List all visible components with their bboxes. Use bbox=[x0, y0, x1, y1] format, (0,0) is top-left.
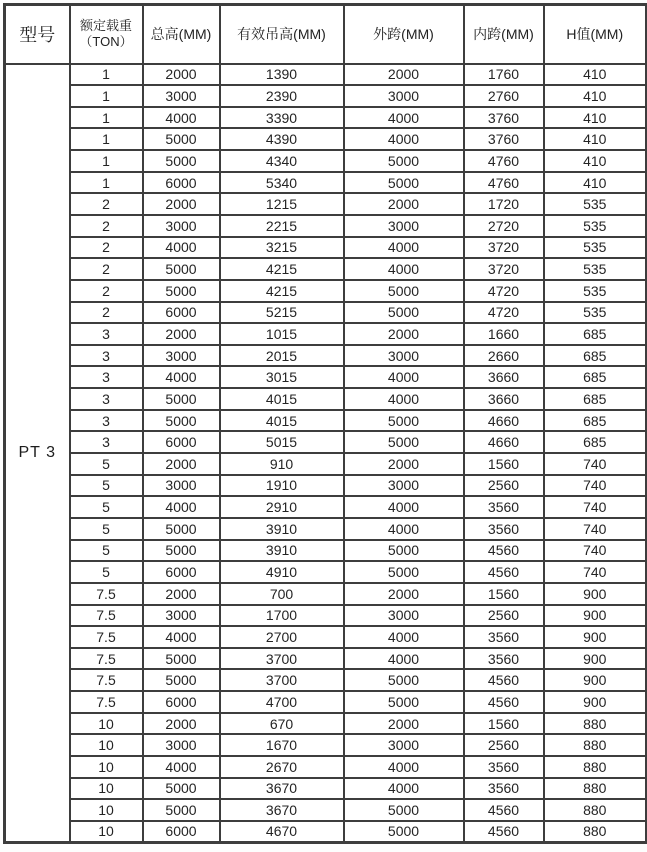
table-cell: 2910 bbox=[220, 496, 344, 518]
table-cell: 5000 bbox=[143, 778, 220, 800]
table-row bbox=[5, 323, 647, 345]
table-cell: 740 bbox=[544, 496, 647, 518]
table-cell: 2000 bbox=[143, 193, 220, 215]
table-cell: 7.5 bbox=[70, 648, 143, 670]
table-cell: 3560 bbox=[464, 496, 544, 518]
table-cell: 1560 bbox=[464, 713, 544, 735]
table-cell: 10 bbox=[70, 713, 143, 735]
table-body bbox=[5, 64, 647, 843]
table-cell: 2 bbox=[70, 258, 143, 280]
table-row bbox=[5, 431, 647, 453]
table-cell: 5000 bbox=[143, 150, 220, 172]
table-cell: 5000 bbox=[344, 280, 464, 302]
table-cell: 4560 bbox=[464, 669, 544, 691]
table-cell: 3560 bbox=[464, 756, 544, 778]
table-cell: 2 bbox=[70, 302, 143, 324]
table-cell: 410 bbox=[544, 85, 647, 107]
table-cell: 5000 bbox=[143, 280, 220, 302]
table-cell: 740 bbox=[544, 518, 647, 540]
table-cell: 3760 bbox=[464, 128, 544, 150]
table-cell: 6000 bbox=[143, 302, 220, 324]
table-row bbox=[5, 193, 647, 215]
table-row bbox=[5, 821, 647, 843]
table-cell: 2000 bbox=[344, 453, 464, 475]
table-row bbox=[5, 540, 647, 562]
table-cell: 4000 bbox=[344, 648, 464, 670]
table-cell: 2000 bbox=[344, 323, 464, 345]
table-cell: 4000 bbox=[344, 237, 464, 259]
table-row bbox=[5, 778, 647, 800]
table-cell: 4015 bbox=[220, 388, 344, 410]
table-cell: 2 bbox=[70, 237, 143, 259]
table-cell: 1760 bbox=[464, 64, 544, 86]
table-cell: 3215 bbox=[220, 237, 344, 259]
header-h-value: H值(MM) bbox=[544, 5, 647, 64]
table-cell: 3670 bbox=[220, 778, 344, 800]
table-cell: 2560 bbox=[464, 475, 544, 497]
table-cell: 5000 bbox=[143, 128, 220, 150]
table-row bbox=[5, 475, 647, 497]
table-cell: 4340 bbox=[220, 150, 344, 172]
table-cell: 4000 bbox=[344, 128, 464, 150]
table-cell: 740 bbox=[544, 561, 647, 583]
table-cell: 2390 bbox=[220, 85, 344, 107]
table-cell: 410 bbox=[544, 128, 647, 150]
header-model: 型号 bbox=[5, 5, 70, 64]
table-cell: 5000 bbox=[344, 540, 464, 562]
table-cell: 2560 bbox=[464, 734, 544, 756]
table-cell: 5 bbox=[70, 453, 143, 475]
table-cell: 3560 bbox=[464, 626, 544, 648]
table-cell: 2660 bbox=[464, 345, 544, 367]
table-cell: 3910 bbox=[220, 518, 344, 540]
table-cell: 5015 bbox=[220, 431, 344, 453]
table-cell: 5000 bbox=[344, 172, 464, 194]
table-cell: 2000 bbox=[344, 583, 464, 605]
table-cell: 4560 bbox=[464, 821, 544, 843]
table-cell: 10 bbox=[70, 734, 143, 756]
spec-table bbox=[3, 3, 647, 844]
table-cell: 1215 bbox=[220, 193, 344, 215]
table-cell: 3910 bbox=[220, 540, 344, 562]
table-cell: 2000 bbox=[143, 323, 220, 345]
table-cell: 4215 bbox=[220, 258, 344, 280]
table-cell: 2760 bbox=[464, 85, 544, 107]
table-row bbox=[5, 366, 647, 388]
table-cell: 3760 bbox=[464, 107, 544, 129]
table-cell: 4390 bbox=[220, 128, 344, 150]
table-cell: 5000 bbox=[143, 540, 220, 562]
table-cell: 4560 bbox=[464, 799, 544, 821]
table-cell: 535 bbox=[544, 280, 647, 302]
table-cell: 7.5 bbox=[70, 583, 143, 605]
table-cell: 2000 bbox=[344, 64, 464, 86]
table-cell: 1670 bbox=[220, 734, 344, 756]
table-cell: 4670 bbox=[220, 821, 344, 843]
table-cell: 740 bbox=[544, 475, 647, 497]
table-cell: 3000 bbox=[143, 85, 220, 107]
table-cell: 3700 bbox=[220, 648, 344, 670]
table-cell: 5000 bbox=[143, 518, 220, 540]
table-cell: 5000 bbox=[344, 799, 464, 821]
table-cell: 880 bbox=[544, 734, 647, 756]
table-cell: 1 bbox=[70, 172, 143, 194]
table-cell: 4720 bbox=[464, 280, 544, 302]
table-cell: 685 bbox=[544, 431, 647, 453]
table-cell: 3000 bbox=[143, 215, 220, 237]
table-cell: 1 bbox=[70, 64, 143, 86]
table-cell: 880 bbox=[544, 799, 647, 821]
table-row bbox=[5, 302, 647, 324]
table-cell: 3 bbox=[70, 431, 143, 453]
table-cell: 4910 bbox=[220, 561, 344, 583]
table-cell: 5000 bbox=[143, 388, 220, 410]
table-cell: 3700 bbox=[220, 669, 344, 691]
table-row bbox=[5, 734, 647, 756]
table-cell: 740 bbox=[544, 540, 647, 562]
table-cell: 4000 bbox=[344, 518, 464, 540]
table-cell: 2670 bbox=[220, 756, 344, 778]
table-row bbox=[5, 215, 647, 237]
table-cell: 910 bbox=[220, 453, 344, 475]
table-cell: 4000 bbox=[143, 107, 220, 129]
table-cell: 410 bbox=[544, 64, 647, 86]
header-rated-load-line2: （TON） bbox=[79, 34, 133, 50]
header-rated-load-line1: 额定载重 bbox=[79, 18, 132, 33]
table-row bbox=[5, 648, 647, 670]
table-cell: 700 bbox=[220, 583, 344, 605]
table-cell: 4215 bbox=[220, 280, 344, 302]
table-cell: 4000 bbox=[344, 107, 464, 129]
header-outer-span: 外跨(MM) bbox=[344, 5, 464, 64]
table-cell: 410 bbox=[544, 150, 647, 172]
table-cell: 880 bbox=[544, 778, 647, 800]
table-cell: 880 bbox=[544, 821, 647, 843]
table-cell: 5000 bbox=[344, 561, 464, 583]
table-row bbox=[5, 713, 647, 735]
table-cell: 4000 bbox=[143, 237, 220, 259]
table-cell: 2015 bbox=[220, 345, 344, 367]
table-row bbox=[5, 605, 647, 627]
table-cell: 5000 bbox=[344, 669, 464, 691]
table-cell: 685 bbox=[544, 366, 647, 388]
table-cell: 410 bbox=[544, 107, 647, 129]
table-cell: 3000 bbox=[344, 475, 464, 497]
table-row bbox=[5, 237, 647, 259]
table-cell: 2 bbox=[70, 215, 143, 237]
table-cell: 2000 bbox=[143, 713, 220, 735]
table-cell: 2215 bbox=[220, 215, 344, 237]
table-cell: 4760 bbox=[464, 172, 544, 194]
table-cell: 3000 bbox=[143, 605, 220, 627]
table-row bbox=[5, 388, 647, 410]
table-cell: 1390 bbox=[220, 64, 344, 86]
table-cell: 3000 bbox=[344, 85, 464, 107]
table-row bbox=[5, 128, 647, 150]
table-cell: 2 bbox=[70, 280, 143, 302]
table-header bbox=[5, 5, 647, 64]
table-cell: 670 bbox=[220, 713, 344, 735]
table-row bbox=[5, 280, 647, 302]
table-cell: 3660 bbox=[464, 388, 544, 410]
table-cell: 880 bbox=[544, 756, 647, 778]
table-cell: 1720 bbox=[464, 193, 544, 215]
table-cell: 5000 bbox=[143, 258, 220, 280]
table-cell: 535 bbox=[544, 258, 647, 280]
table-cell: 5 bbox=[70, 496, 143, 518]
table-cell: 2700 bbox=[220, 626, 344, 648]
table-cell: 6000 bbox=[143, 821, 220, 843]
table-cell: 7.5 bbox=[70, 691, 143, 713]
table-cell: 685 bbox=[544, 388, 647, 410]
table-cell: 3720 bbox=[464, 237, 544, 259]
table-cell: 685 bbox=[544, 410, 647, 432]
table-cell: 740 bbox=[544, 453, 647, 475]
table-row bbox=[5, 64, 647, 86]
table-cell: 5 bbox=[70, 540, 143, 562]
table-cell: 7.5 bbox=[70, 605, 143, 627]
table-cell: 3560 bbox=[464, 518, 544, 540]
table-cell: 1 bbox=[70, 128, 143, 150]
table-cell: 1700 bbox=[220, 605, 344, 627]
table-cell: 1 bbox=[70, 107, 143, 129]
table-row bbox=[5, 107, 647, 129]
table-cell: 2560 bbox=[464, 605, 544, 627]
table-cell: 4700 bbox=[220, 691, 344, 713]
table-cell: 3390 bbox=[220, 107, 344, 129]
table-cell: 4000 bbox=[344, 626, 464, 648]
table-cell: 2000 bbox=[143, 453, 220, 475]
table-row bbox=[5, 756, 647, 778]
table-cell: 1 bbox=[70, 150, 143, 172]
table-cell: 4660 bbox=[464, 410, 544, 432]
table-cell: 4720 bbox=[464, 302, 544, 324]
table-cell: 10 bbox=[70, 799, 143, 821]
table-row bbox=[5, 561, 647, 583]
table-cell: 3000 bbox=[344, 605, 464, 627]
table-cell: 3000 bbox=[143, 734, 220, 756]
table-cell: 5 bbox=[70, 518, 143, 540]
table-cell: 10 bbox=[70, 821, 143, 843]
header-total-height: 总高(MM) bbox=[143, 5, 220, 64]
table-row bbox=[5, 150, 647, 172]
table-cell: 6000 bbox=[143, 172, 220, 194]
table-cell: 4560 bbox=[464, 561, 544, 583]
table-cell: 4000 bbox=[143, 626, 220, 648]
table-cell: 1 bbox=[70, 85, 143, 107]
table-cell: 6000 bbox=[143, 691, 220, 713]
table-cell: 3000 bbox=[143, 345, 220, 367]
table-row bbox=[5, 172, 647, 194]
table-cell: 1015 bbox=[220, 323, 344, 345]
table-cell: 5000 bbox=[344, 431, 464, 453]
table-cell: 880 bbox=[544, 713, 647, 735]
table-cell: 3000 bbox=[143, 475, 220, 497]
table-cell: 5340 bbox=[220, 172, 344, 194]
table-cell: 900 bbox=[544, 669, 647, 691]
table-cell: 5 bbox=[70, 561, 143, 583]
table-cell: 5000 bbox=[344, 821, 464, 843]
table-row bbox=[5, 258, 647, 280]
table-cell: 5000 bbox=[143, 648, 220, 670]
table-cell: 4000 bbox=[143, 756, 220, 778]
table-cell: 5000 bbox=[143, 799, 220, 821]
table-cell: 5000 bbox=[344, 410, 464, 432]
table-cell: 6000 bbox=[143, 431, 220, 453]
table-cell: 3 bbox=[70, 323, 143, 345]
table-cell: 3000 bbox=[344, 734, 464, 756]
table-cell: 3 bbox=[70, 345, 143, 367]
table-cell: 1560 bbox=[464, 453, 544, 475]
table-cell: 4015 bbox=[220, 410, 344, 432]
header-inner-span: 内跨(MM) bbox=[464, 5, 544, 64]
table-cell: 7.5 bbox=[70, 669, 143, 691]
table-cell: 3560 bbox=[464, 778, 544, 800]
table-cell: 3660 bbox=[464, 366, 544, 388]
table-cell: 5 bbox=[70, 475, 143, 497]
table-cell: 4660 bbox=[464, 431, 544, 453]
table-cell: 535 bbox=[544, 193, 647, 215]
table-cell: 900 bbox=[544, 691, 647, 713]
table-row bbox=[5, 410, 647, 432]
table-cell: 1560 bbox=[464, 583, 544, 605]
table-cell: 2000 bbox=[344, 713, 464, 735]
table-cell: 535 bbox=[544, 215, 647, 237]
table-row bbox=[5, 496, 647, 518]
table-row bbox=[5, 345, 647, 367]
table-cell: 4000 bbox=[143, 366, 220, 388]
table-cell: 4000 bbox=[344, 258, 464, 280]
table-cell: 3015 bbox=[220, 366, 344, 388]
table-cell: 7.5 bbox=[70, 626, 143, 648]
table-cell: 685 bbox=[544, 345, 647, 367]
table-row bbox=[5, 626, 647, 648]
table-cell: 2000 bbox=[344, 193, 464, 215]
table-cell: 1910 bbox=[220, 475, 344, 497]
table-row bbox=[5, 799, 647, 821]
table-cell: 4000 bbox=[344, 388, 464, 410]
table-cell: 4000 bbox=[344, 366, 464, 388]
table-cell: 900 bbox=[544, 583, 647, 605]
table-cell: 3560 bbox=[464, 648, 544, 670]
table-cell: 900 bbox=[544, 648, 647, 670]
table-cell: 10 bbox=[70, 756, 143, 778]
table-cell: 2720 bbox=[464, 215, 544, 237]
header-effective-lift-height: 有效吊高(MM) bbox=[220, 5, 344, 64]
table-row bbox=[5, 518, 647, 540]
table-cell: 4760 bbox=[464, 150, 544, 172]
table-cell: 5000 bbox=[344, 302, 464, 324]
table-cell: 5215 bbox=[220, 302, 344, 324]
table-row bbox=[5, 583, 647, 605]
table-cell: 4560 bbox=[464, 691, 544, 713]
table-row bbox=[5, 691, 647, 713]
table-row bbox=[5, 669, 647, 691]
table-cell: 2000 bbox=[143, 64, 220, 86]
table-cell: 4000 bbox=[143, 496, 220, 518]
table-cell: 4560 bbox=[464, 540, 544, 562]
table-cell: 3720 bbox=[464, 258, 544, 280]
table-cell: 535 bbox=[544, 237, 647, 259]
table-cell: 3670 bbox=[220, 799, 344, 821]
table-cell: 4000 bbox=[344, 756, 464, 778]
table-cell: 5000 bbox=[143, 669, 220, 691]
table-cell: 3 bbox=[70, 366, 143, 388]
table-cell: 2 bbox=[70, 193, 143, 215]
table-cell: 685 bbox=[544, 323, 647, 345]
table-cell: 5000 bbox=[344, 691, 464, 713]
table-cell: 900 bbox=[544, 605, 647, 627]
table-cell: 3000 bbox=[344, 345, 464, 367]
model-cell: PT 3 bbox=[5, 64, 70, 843]
header-rated-load bbox=[70, 5, 143, 64]
table-cell: 5000 bbox=[143, 410, 220, 432]
table-cell: 3000 bbox=[344, 215, 464, 237]
table-cell: 4000 bbox=[344, 496, 464, 518]
table-cell: 410 bbox=[544, 172, 647, 194]
table-cell: 2000 bbox=[143, 583, 220, 605]
table-row bbox=[5, 453, 647, 475]
table-cell: 900 bbox=[544, 626, 647, 648]
table-cell: 5000 bbox=[344, 150, 464, 172]
table-cell: 1660 bbox=[464, 323, 544, 345]
header-row bbox=[5, 5, 647, 64]
table-cell: 4000 bbox=[344, 778, 464, 800]
table-cell: 3 bbox=[70, 410, 143, 432]
table-cell: 3 bbox=[70, 388, 143, 410]
table-row bbox=[5, 85, 647, 107]
table-cell: 535 bbox=[544, 302, 647, 324]
table-cell: 10 bbox=[70, 778, 143, 800]
table-cell: 6000 bbox=[143, 561, 220, 583]
